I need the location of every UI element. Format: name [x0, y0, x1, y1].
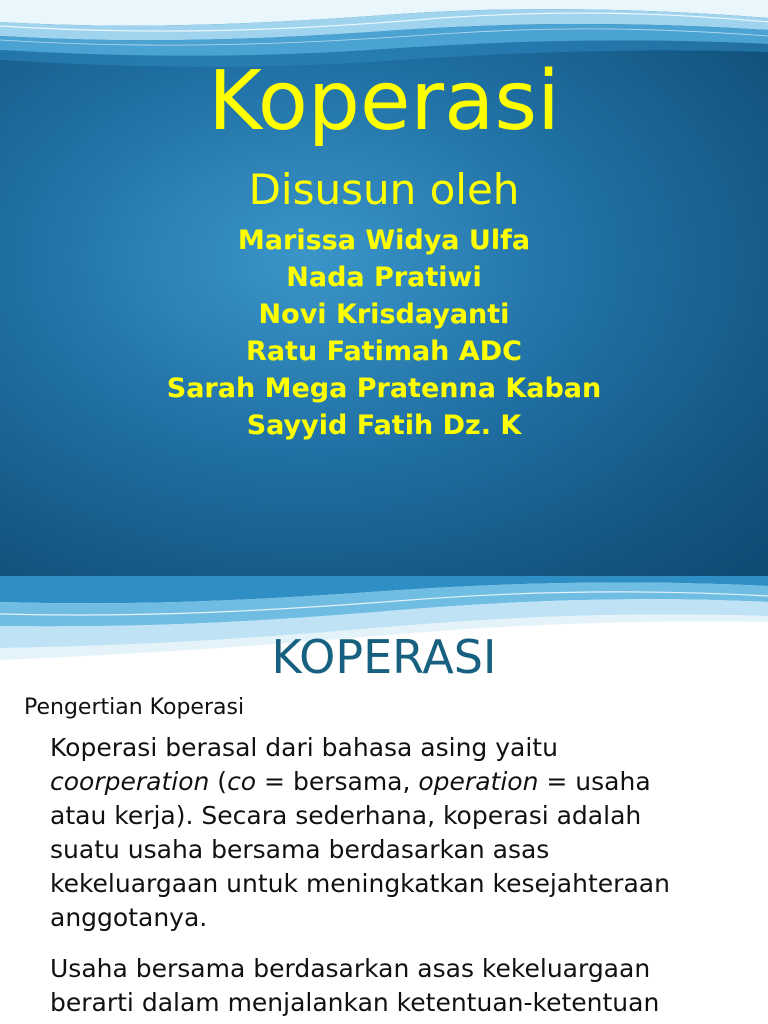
text-fragment: ( [209, 767, 228, 796]
italic-term: operation [418, 767, 539, 796]
paragraph-line [50, 765, 760, 799]
author-name: Marissa Widya Ulfa [237, 225, 531, 256]
text-fragment: = usaha [538, 767, 651, 796]
slide-heading: KOPERASI [271, 630, 497, 684]
definition-paragraph [50, 731, 760, 935]
italic-term: coorperation [50, 767, 210, 796]
author-subtitle: Disusun oleh [248, 165, 520, 214]
author-name: Nada Pratiwi [286, 262, 482, 293]
author-name: Sayyid Fatih Dz. K [246, 410, 522, 441]
paragraph-line: kekeluargaan untuk meningkatkan kesejahteraan [50, 869, 670, 898]
content-slide [0, 576, 768, 1024]
paragraph-line: Koperasi berasal dari bahasa asing yaitu [50, 733, 558, 762]
section-title: Pengertian Koperasi [24, 695, 245, 720]
paragraph-line: Usaha bersama berdasarkan asas kekeluargaan [50, 954, 651, 983]
presentation-title: Koperasi [208, 54, 560, 149]
paragraph-line: anggotanya. [50, 903, 208, 932]
author-list [0, 222, 768, 444]
author-name: Novi Krisdayanti [258, 299, 510, 330]
italic-term: co [227, 767, 257, 796]
paragraph-line: berarti dalam menjalankan ketentuan-ketentuan [50, 988, 660, 1017]
author-name: Sarah Mega Pratenna Kaban [166, 373, 602, 404]
text-fragment: = bersama, [256, 767, 419, 796]
explanation-paragraph [50, 952, 760, 1020]
paragraph-line: atau kerja). Secara sederhana, koperasi adalah [50, 801, 642, 830]
author-name: Ratu Fatimah ADC [246, 336, 522, 367]
paragraph-line: suatu usaha bersama berdasarkan asas [50, 835, 550, 864]
